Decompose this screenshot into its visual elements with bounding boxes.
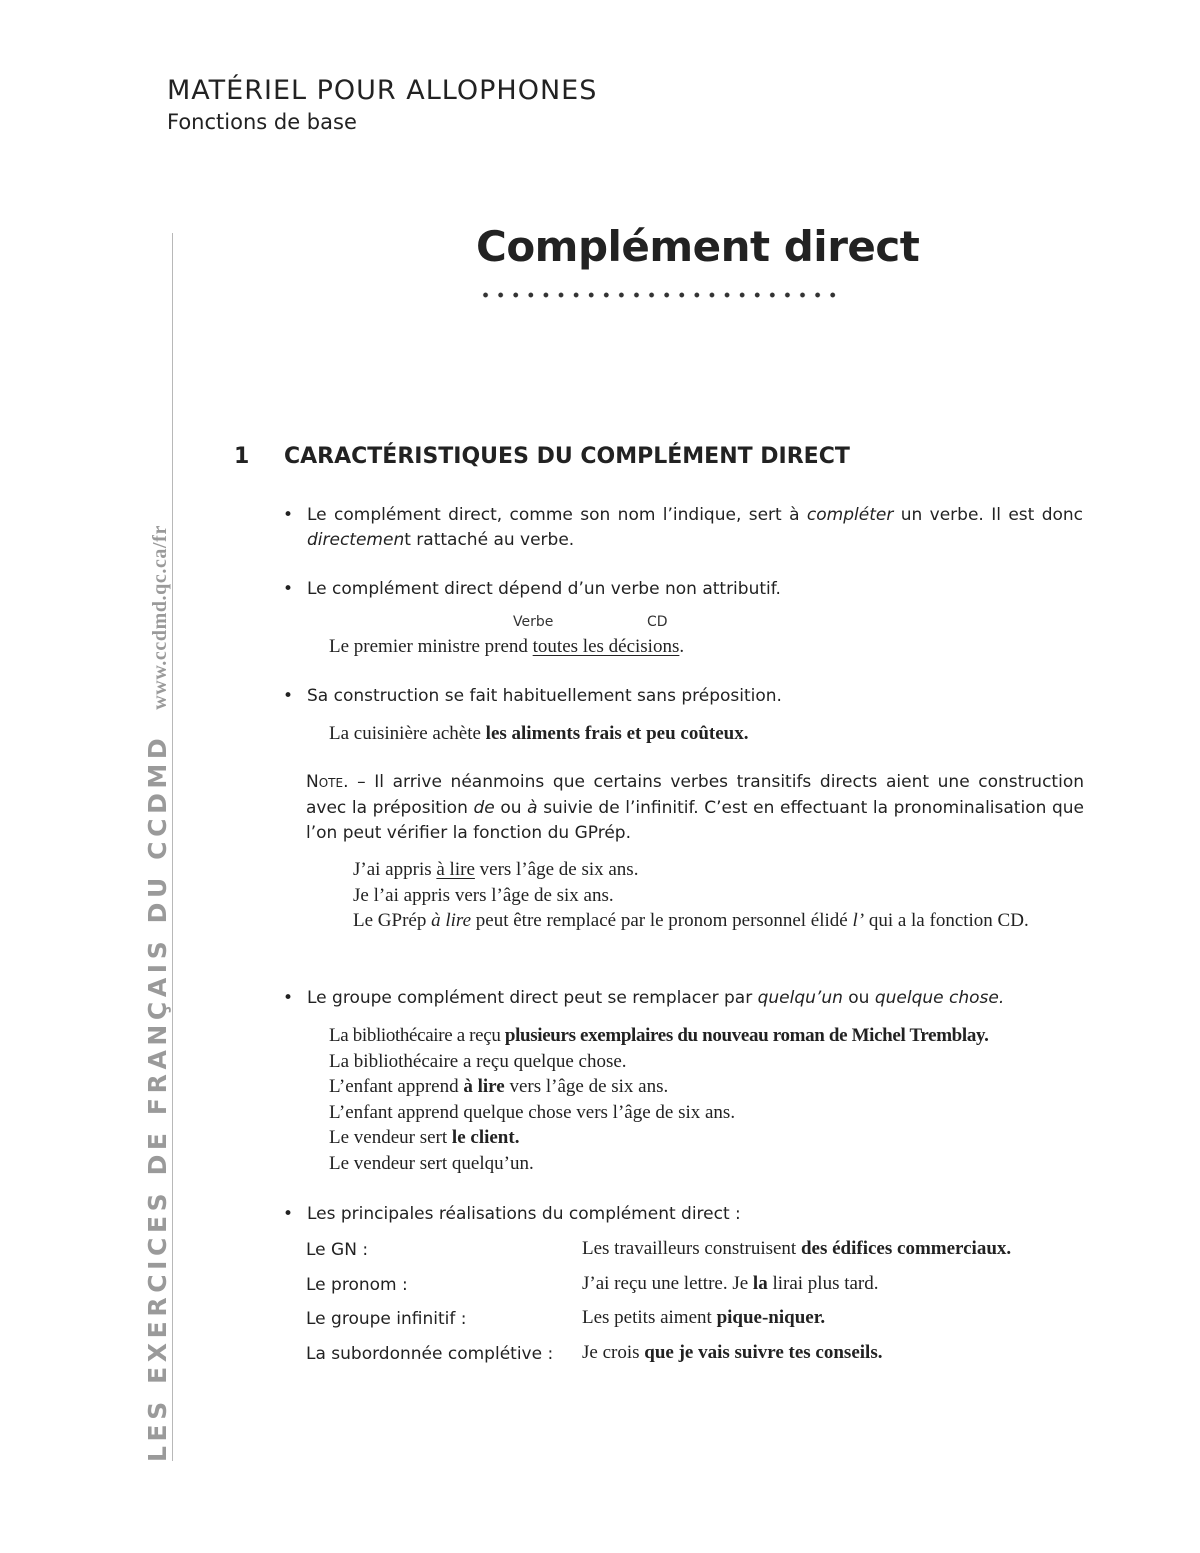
bullet-dot: • [283, 988, 294, 1008]
bullet-dot: • [283, 505, 294, 525]
underlined-cd: toutes les décisions [532, 636, 680, 657]
section-heading [234, 444, 850, 469]
example-sentence: Je l’ai appris vers l’âge de six ans. [353, 884, 614, 906]
example-sentence: L’enfant apprend quelque chose vers l’âge de six ans. [329, 1101, 736, 1123]
row-example [582, 1273, 879, 1295]
text-run: La bibliothécaire a reçu [329, 1025, 505, 1046]
text-run: Le complément direct, comme son nom l’indique, sert à [307, 505, 807, 525]
text-run-italic: à lire [431, 910, 472, 931]
bullet-dot: • [283, 686, 294, 706]
bullet-dot: • [283, 1204, 294, 1224]
text-run: J’ai appris [353, 859, 437, 880]
text-run: Le groupe complément direct peut se remplacer par [307, 988, 758, 1008]
sidebar-vertical-text [143, 525, 172, 1462]
bullet-1-text [307, 503, 1083, 553]
row-example [582, 1342, 882, 1364]
bullet-2-text: Le complément direct dépend d’un verbe non attributif. [307, 579, 781, 599]
example-sentence [329, 721, 748, 747]
text-run: Le vendeur sert [329, 1127, 452, 1148]
text-run: – Il arrive néanmoins que certains verbes transitifs directs aient une construction avec la préposition [306, 772, 1084, 818]
bold-cd: le client. [451, 1127, 520, 1148]
text-run: Les travailleurs construisent [582, 1238, 801, 1259]
header-subtitle: Fonctions de base [167, 110, 357, 134]
example-sentence: Le vendeur sert quelqu’un. [329, 1152, 534, 1174]
sidebar-rule [172, 233, 173, 1461]
bold-cd: des édifices commerciaux. [800, 1238, 1012, 1259]
text-run: La cuisinière achète [329, 723, 486, 744]
example-sentence [329, 1125, 519, 1151]
text-run: J’ai reçu une lettre. Je [582, 1272, 753, 1294]
text-run-italic: quelqu’un [757, 988, 843, 1008]
example-sentence [353, 857, 1083, 883]
text-run: L’enfant apprend [329, 1076, 464, 1097]
text-run: Je crois [582, 1341, 645, 1363]
row-label: Le groupe infinitif : [306, 1309, 467, 1329]
text-run: Les petits aiment [582, 1307, 717, 1328]
underlined-gprep: à lire [436, 859, 475, 880]
example-sentence: La bibliothécaire a reçu quelque chose. [329, 1050, 627, 1072]
cd-annotation: CD [647, 614, 668, 630]
text-run: Le premier ministre prend [329, 636, 533, 657]
text-run: vers l’âge de six ans. [474, 859, 639, 880]
text-run-italic: directemen [307, 530, 405, 550]
bullet-dot: • [283, 579, 294, 599]
example-sentence [329, 1074, 668, 1100]
row-label: Le GN : [306, 1240, 369, 1260]
text-run: . [679, 636, 685, 657]
page-title: Complément direct [476, 222, 920, 271]
row-label: Le pronom : [306, 1274, 408, 1295]
note-label: Note. [306, 772, 349, 792]
text-run: suivie de l’infinitif. C’est en effectuant la pronominalisation que l’on peut vérifier la fonction du GPrép. [306, 797, 1085, 843]
text-run-italic: compléter [806, 505, 894, 525]
text-run-italic: de [473, 797, 495, 818]
section-heading-text: CARACTÉRISTIQUES DU COMPLÉMENT DIRECT [284, 444, 850, 469]
header-title: MATÉRIEL POUR ALLOPHONES [167, 75, 598, 106]
example-sentence [329, 634, 684, 660]
example-explanation [353, 908, 1083, 934]
text-run-italic: à [527, 797, 538, 818]
bullet-5-text: Les principales réalisations du complément direct : [307, 1204, 741, 1224]
row-label: La subordonnée complétive : [306, 1343, 554, 1364]
row-example [582, 1238, 1011, 1260]
text-run: qui a la fonction CD. [864, 910, 1029, 931]
bold-cd: pique-niquer. [716, 1307, 826, 1328]
page-header [167, 74, 597, 136]
sidebar-url: www.ccdmd.qc.ca/fr [149, 525, 171, 710]
text-run: ou [494, 797, 528, 818]
row-example [582, 1307, 825, 1329]
text-run: ou [842, 988, 875, 1008]
text-run: Le GPrép [353, 910, 432, 931]
bold-cd: que je vais suivre tes conseils. [644, 1341, 883, 1363]
note-paragraph [306, 770, 1084, 847]
text-run: vers l’âge de six ans. [504, 1076, 669, 1097]
section-number: 1 [234, 444, 250, 469]
example-sentence [329, 1023, 988, 1049]
bold-cd: la [752, 1272, 768, 1294]
title-dotted-rule [478, 287, 840, 303]
text-run-italic: quelque chose. [874, 988, 1005, 1008]
verb-annotation: Verbe [513, 614, 554, 630]
bullet-3-text: Sa construction se fait habituellement sans préposition. [307, 686, 782, 706]
note-examples [353, 857, 1083, 934]
text-run-italic: l’ [852, 910, 865, 931]
bold-cd: plusieurs exemplaires du nouveau roman de Michel Tremblay. [504, 1025, 989, 1046]
bullet-4-text [307, 986, 1083, 1011]
text-run: un verbe. Il est donc [893, 505, 1084, 525]
sidebar-collection-name: LES EXERCICES DE FRANÇAIS DU CCDMD [143, 733, 172, 1462]
bold-cd: les aliments frais et peu coûteux. [485, 723, 749, 744]
text-run: lirai plus tard. [767, 1272, 879, 1294]
text-run: t rattaché au verbe. [404, 530, 575, 550]
bold-cd: à lire [463, 1076, 505, 1097]
text-run: peut être remplacé par le pronom personnel élidé [471, 910, 853, 931]
